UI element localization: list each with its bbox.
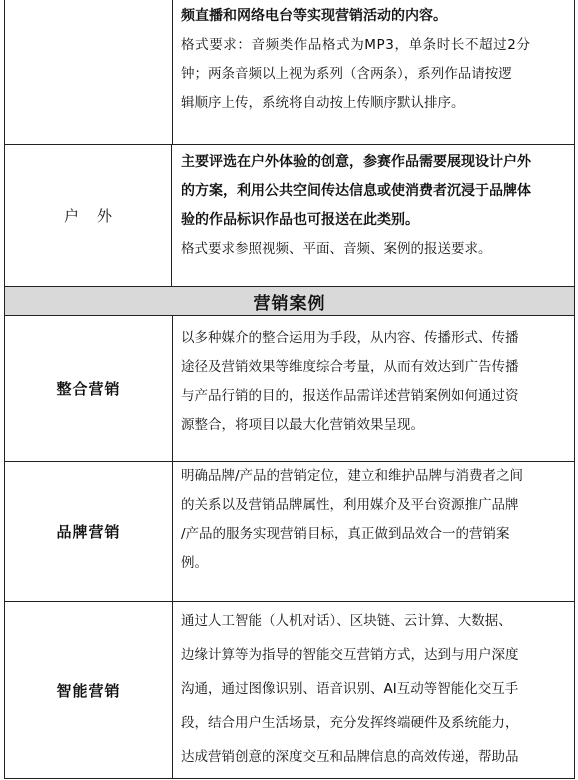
table-row-outdoor [4, 144, 575, 286]
content-line: 边缘计算等为指导的智能交互营销方式，达到与用户深度 [181, 647, 519, 663]
row-content [181, 148, 566, 264]
row-content [181, 2, 566, 118]
row-label-outdoor: 户外 [5, 145, 172, 286]
table-bottom-border [4, 778, 575, 779]
content-line: 验的作品标识作品也可报送在此类别。 [181, 212, 419, 228]
row-content [181, 462, 566, 578]
content-line: 频直播和网络电台等实现营销活动的内容。 [181, 8, 447, 24]
content-line: 途径及营销效果等维度综合考量，从而有效达到广告传播 [181, 359, 519, 375]
table-row-audio-continued [4, 0, 575, 144]
table-row-integrated-marketing [4, 316, 575, 461]
row-content [181, 324, 566, 440]
content-line: 主要评选在户外体验的创意，参赛作品需要展现设计户外 [181, 154, 531, 170]
content-line: 格式要求：音频类作品格式为MP3，单条时长不超过2分 [181, 37, 531, 53]
content-line: 与产品行销的目的，报送作品需详述营销案例如何通过资 [181, 388, 519, 404]
table-row-brand-marketing [4, 461, 575, 601]
content-line: 辑顺序上传，系统将自动按上传顺序默认排序。 [181, 95, 465, 111]
content-line: 格式要求参照视频、平面、音频、案例的报送要求。 [181, 241, 492, 257]
content-line: /产品的服务实现营销目标，真正做到品效合一的营销案 [181, 526, 510, 542]
table-row-smart-marketing [4, 601, 575, 779]
content-line: 段，结合用户生活场景，充分发挥终端硬件及系统能力， [181, 715, 519, 731]
content-line: 钟；两条音频以上视为系列（含两条），系列作品请按逻 [181, 66, 512, 82]
content-line: 例。 [181, 555, 208, 571]
content-line: 以多种媒介的整合运用为手段，从内容、传播形式、传播 [181, 330, 519, 346]
section-header-marketing-cases: 营销案例 [4, 286, 575, 316]
content-line: 的关系以及营销品牌属性，利用媒介及平台资源推广品牌 [181, 497, 519, 513]
content-line: 源整合，将项目以最大化营销效果呈现。 [181, 417, 424, 433]
content-line: 的方案，利用公共空间传达信息或使消费者沉浸于品牌体 [181, 183, 531, 199]
row-content [181, 604, 566, 774]
content-line: 明确品牌/产品的营销定位，建立和维护品牌与消费者之间 [181, 468, 524, 484]
content-line: 沟通，通过图像识别、语音识别、AI互动等智能化交互手 [181, 681, 519, 697]
row-label [5, 0, 173, 144]
content-line: 通过人工智能（人机对话）、区块链、云计算、大数据、 [181, 613, 512, 629]
row-label-smart-marketing: 智能营销 [5, 602, 173, 779]
row-label-brand-marketing: 品牌营销 [5, 462, 173, 601]
content-line: 达成营销创意的深度交互和品牌信息的高效传递，帮助品 [181, 749, 519, 765]
row-label-integrated-marketing: 整合营销 [5, 316, 173, 461]
